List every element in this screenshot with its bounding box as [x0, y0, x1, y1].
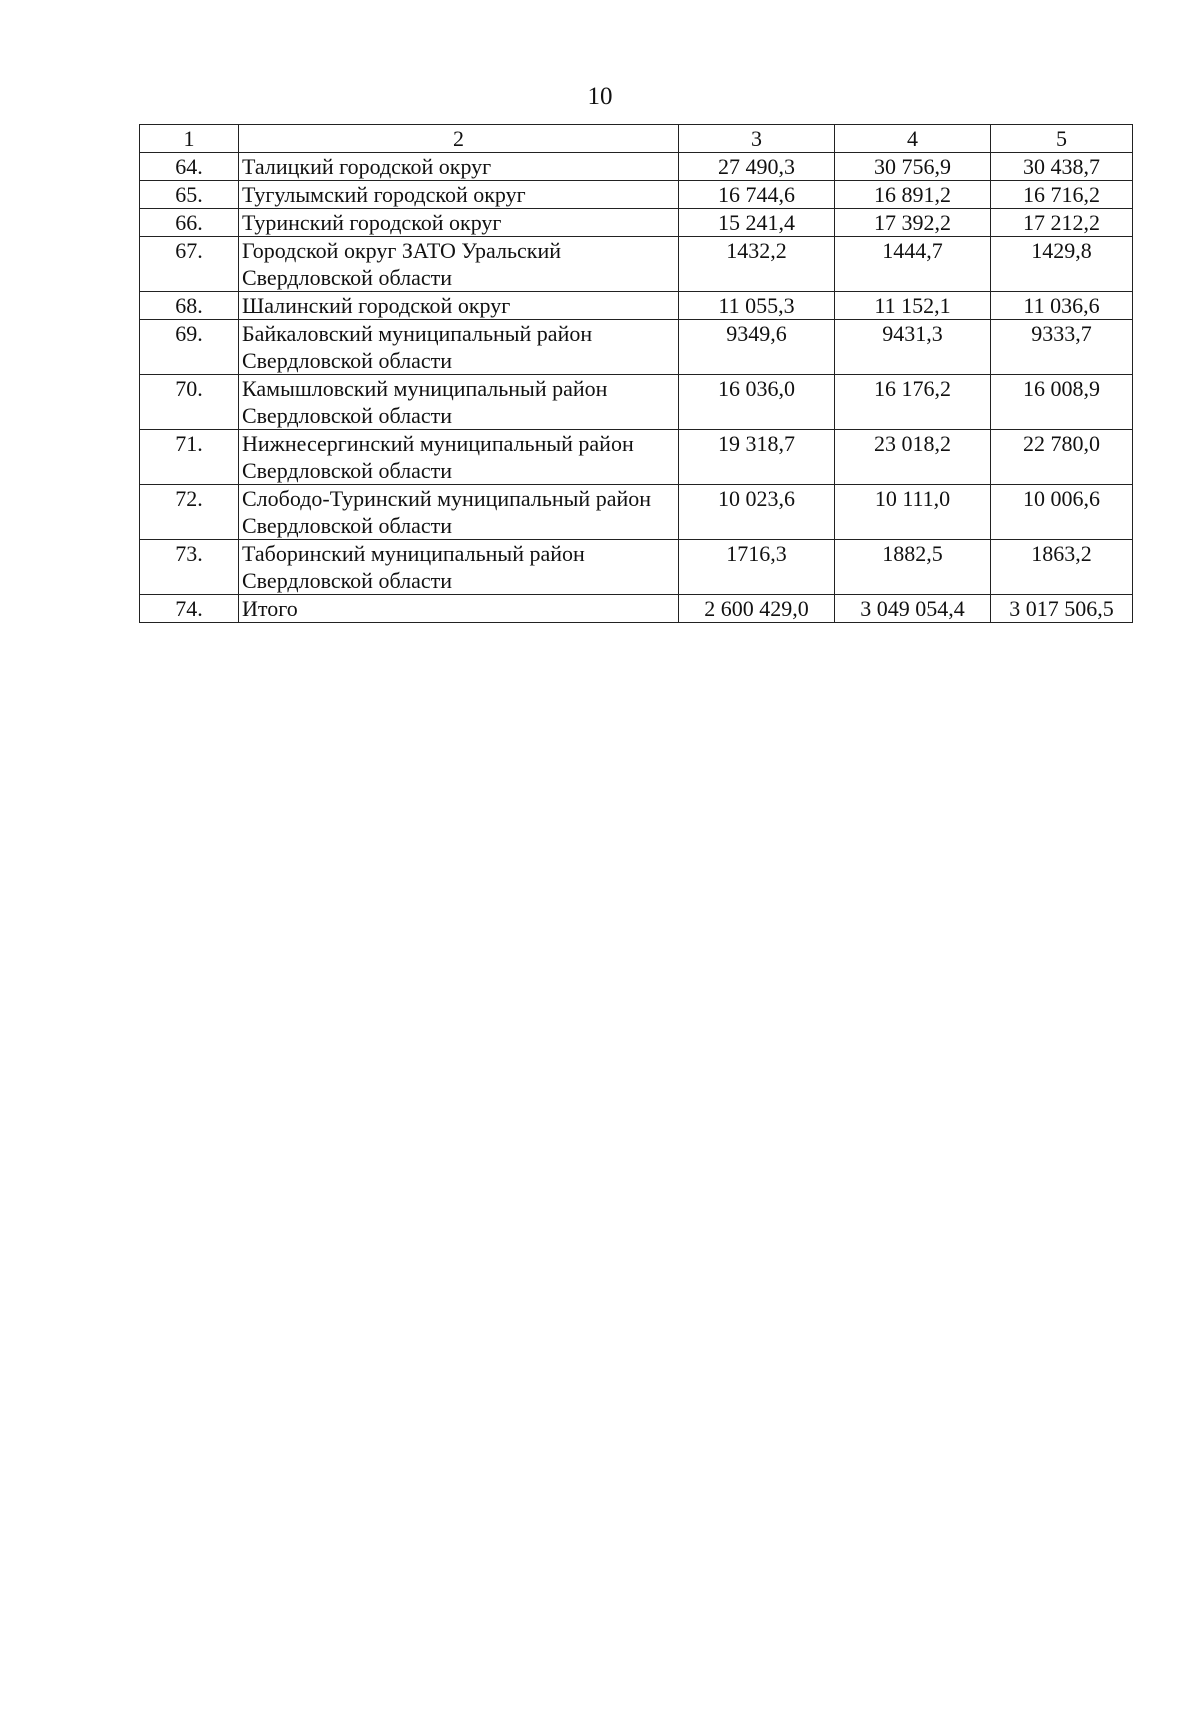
- value-col3: 16 744,6: [679, 181, 835, 209]
- table-row: [140, 375, 1133, 430]
- value-col5: 16 716,2: [991, 181, 1133, 209]
- value-col4: 17 392,2: [835, 209, 991, 237]
- row-number: 68.: [140, 292, 239, 320]
- table-row: [140, 237, 1133, 292]
- value-col5: 1429,8: [991, 237, 1133, 292]
- value-col4: 11 152,1: [835, 292, 991, 320]
- value-col5: 10 006,6: [991, 485, 1133, 540]
- table-row: [140, 292, 1133, 320]
- municipality-name: Таборинский муниципальный район Свердловской области: [239, 540, 679, 595]
- value-col5: 11 036,6: [991, 292, 1133, 320]
- table-row: [140, 181, 1133, 209]
- municipality-name: Камышловский муниципальный район Свердловской области: [239, 375, 679, 430]
- row-number: 64.: [140, 153, 239, 181]
- value-col5: 22 780,0: [991, 430, 1133, 485]
- table-total-row: [140, 595, 1133, 623]
- page-number: 10: [587, 83, 613, 110]
- row-number: 71.: [140, 430, 239, 485]
- value-col3: 11 055,3: [679, 292, 835, 320]
- header-cell: 2: [239, 125, 679, 153]
- header-cell: 3: [679, 125, 835, 153]
- value-col4: 9431,3: [835, 320, 991, 375]
- total-label: Итого: [239, 595, 679, 623]
- value-col4: 16 176,2: [835, 375, 991, 430]
- header-cell: 4: [835, 125, 991, 153]
- allocation-table: [139, 124, 1133, 623]
- municipality-name: Нижнесергинский муниципальный район Свердловской области: [239, 430, 679, 485]
- municipality-name: Шалинский городской округ: [239, 292, 679, 320]
- table-row: [140, 430, 1133, 485]
- value-col4: 30 756,9: [835, 153, 991, 181]
- value-col3: 9349,6: [679, 320, 835, 375]
- row-number: 73.: [140, 540, 239, 595]
- municipality-name: Слободо-Туринский муниципальный район Свердловской области: [239, 485, 679, 540]
- table-row: [140, 320, 1133, 375]
- value-col3: 15 241,4: [679, 209, 835, 237]
- row-number: 65.: [140, 181, 239, 209]
- value-col3: 10 023,6: [679, 485, 835, 540]
- row-number: 66.: [140, 209, 239, 237]
- value-col4: 16 891,2: [835, 181, 991, 209]
- header-cell: 1: [140, 125, 239, 153]
- table-row: [140, 540, 1133, 595]
- total-col5: 3 017 506,5: [991, 595, 1133, 623]
- row-number: 69.: [140, 320, 239, 375]
- total-col4: 3 049 054,4: [835, 595, 991, 623]
- total-col3: 2 600 429,0: [679, 595, 835, 623]
- municipality-name: Тугулымский городской округ: [239, 181, 679, 209]
- municipality-name: Талицкий городской округ: [239, 153, 679, 181]
- municipality-name: Байкаловский муниципальный район Свердловской области: [239, 320, 679, 375]
- value-col3: 1432,2: [679, 237, 835, 292]
- header-cell: 5: [991, 125, 1133, 153]
- table-row: [140, 153, 1133, 181]
- value-col5: 17 212,2: [991, 209, 1133, 237]
- value-col3: 19 318,7: [679, 430, 835, 485]
- row-number: 67.: [140, 237, 239, 292]
- row-number: 70.: [140, 375, 239, 430]
- value-col5: 1863,2: [991, 540, 1133, 595]
- table-row: [140, 485, 1133, 540]
- value-col4: 10 111,0: [835, 485, 991, 540]
- table-header-row: [140, 125, 1133, 153]
- value-col4: 1444,7: [835, 237, 991, 292]
- value-col3: 27 490,3: [679, 153, 835, 181]
- table-row: [140, 209, 1133, 237]
- row-number: 74.: [140, 595, 239, 623]
- value-col5: 16 008,9: [991, 375, 1133, 430]
- municipality-name: Городской округ ЗАТО Уральский Свердловской области: [239, 237, 679, 292]
- value-col3: 16 036,0: [679, 375, 835, 430]
- value-col4: 23 018,2: [835, 430, 991, 485]
- value-col3: 1716,3: [679, 540, 835, 595]
- value-col5: 30 438,7: [991, 153, 1133, 181]
- value-col4: 1882,5: [835, 540, 991, 595]
- value-col5: 9333,7: [991, 320, 1133, 375]
- row-number: 72.: [140, 485, 239, 540]
- municipality-name: Туринский городской округ: [239, 209, 679, 237]
